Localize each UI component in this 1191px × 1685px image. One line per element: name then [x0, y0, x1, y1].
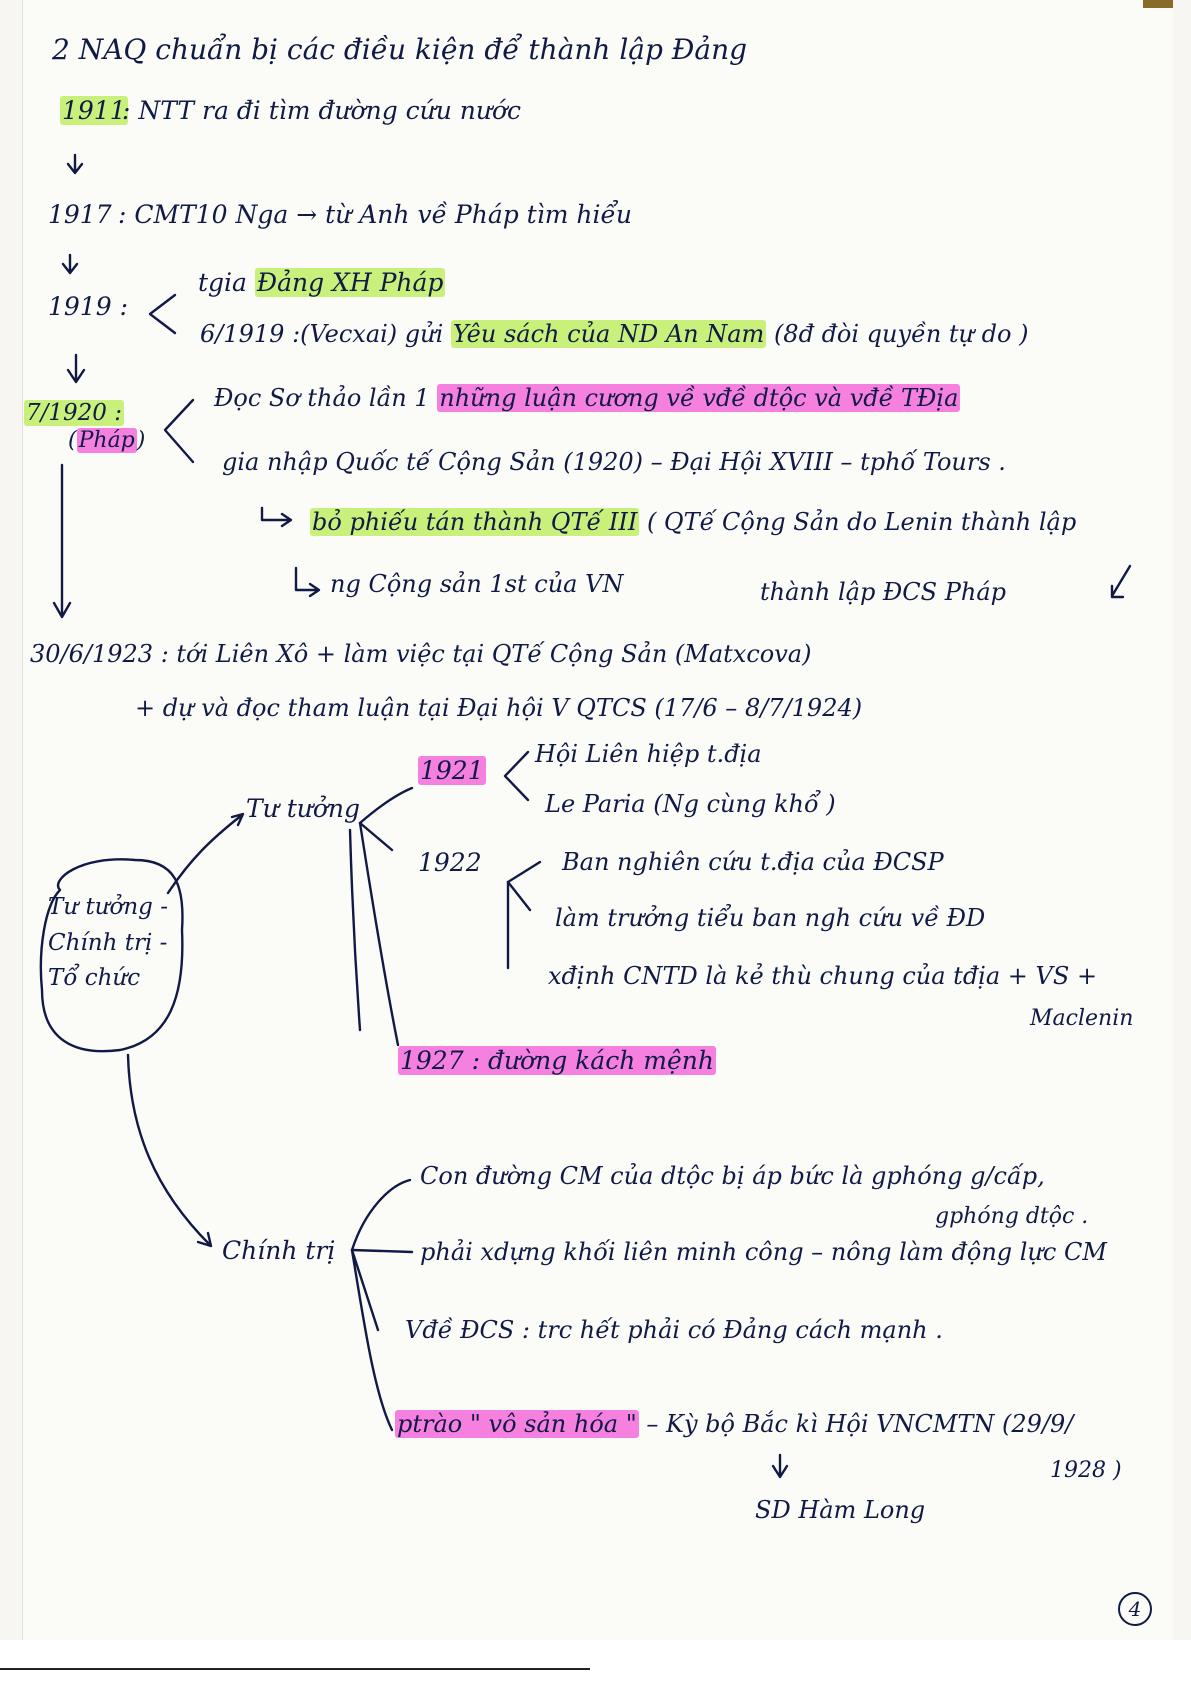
curved-arrow-dcs [1112, 566, 1130, 597]
year-1921 [418, 758, 486, 783]
ct-branch-b [352, 1250, 412, 1252]
event-1919-b-pre: 6/1919 :(Vecxai) gửi [200, 320, 451, 348]
event-1919-a-highlight: Đảng XH Pháp [256, 268, 444, 297]
event-1920-a-highlight: những luận cương về vđề dtộc và vđề TĐịa [439, 384, 959, 412]
year-1920-place: (Pháp) [68, 428, 146, 453]
event-1922-b: làm trưởng tiểu ban ngh cứu về ĐD [555, 904, 986, 932]
event-1920-a [214, 386, 960, 410]
event-1927-highlight: 1927 : đường kách mệnh [400, 1046, 714, 1075]
bracket-1922 [508, 862, 540, 968]
link-center-chinhtri [128, 1055, 211, 1246]
event-1920-c-post: ( QTế Cộng Sản do Lenin thành lập [639, 508, 1077, 536]
ct-branch-d [352, 1250, 392, 1430]
event-1924: + dự và đọc tham luận tại Đại hội V QTCS (17/6 – 8/7/1924) [135, 694, 863, 722]
politics-d-post: – Kỳ bộ Bắc kì Hội VNCMTN (29/9/ [638, 1410, 1074, 1438]
event-1921-a: Hội Liên hiệp t.địa [535, 740, 762, 768]
link-center-tutuong [168, 814, 243, 893]
politics-b: phải xdựng khối liên minh công – nông làm động lực CM [420, 1238, 1107, 1266]
politics-e: SD Hàm Long [755, 1496, 926, 1524]
event-1919-b-post: (8đ đòi quyền tự do ) [766, 320, 1029, 348]
arrow-1919-1920 [68, 355, 84, 382]
politics-a: Con đường CM của dtộc bị áp bức là gphóng g/cấp, [420, 1162, 1045, 1190]
event-1923: 30/6/1923 : tới Liên Xô + làm việc tại QTế Cộng Sản (Matxcova) [30, 640, 812, 668]
year-1922: 1922 [418, 848, 482, 877]
event-1922-c: xđịnh CNTD là kẻ thù chung của tđịa + VS + [548, 962, 1098, 990]
bracket-1920 [165, 400, 193, 462]
event-1921-b: Le Paria (Ng cùng khổ ) [545, 790, 836, 818]
event-1920-b: gia nhập Quốc tế Cộng Sản (1920) – Đại Hội XVIII – tphố Tours . [222, 448, 1006, 476]
event-1920-c [310, 510, 1076, 534]
year-1921-label: 1921 [420, 756, 484, 785]
event-1927 [398, 1048, 716, 1073]
event-1919-b-highlight: Yêu sách của ND An Nam [452, 320, 765, 348]
event-1920-c-highlight: bỏ phiếu tán thành QTế III [312, 508, 638, 536]
year-1920-label: 7/1920 : [26, 400, 122, 426]
hook-arrow-2 [296, 568, 319, 596]
event-1911: : NTT ra đi tìm đường cứu nước [122, 96, 522, 125]
bracket-1919 [150, 295, 175, 333]
politics-d [395, 1412, 1073, 1436]
ct-branch-c [352, 1250, 378, 1330]
event-1919-b [200, 322, 1028, 346]
node-tu-tuong: Tư tưởng [246, 794, 361, 823]
year-1917: 1917 [48, 200, 112, 229]
node-chinh-tri: Chính trị [222, 1236, 336, 1265]
event-1922-d: Maclenin [1030, 1006, 1134, 1031]
politics-d-highlight: ptrào " vô sản hóa " [397, 1410, 637, 1438]
branch-parallel [350, 830, 360, 1030]
arrow-1911-1917 [68, 155, 82, 173]
event-1917: : CMT10 Nga → từ Anh về Pháp tìm hiểu [118, 200, 632, 229]
politics-a2: gphóng dtộc . [935, 1204, 1089, 1229]
ct-branch-a [352, 1180, 410, 1250]
page-number: 4 [1118, 1592, 1152, 1626]
arrow-1920-1923 [54, 465, 70, 617]
year-1920 [24, 402, 124, 425]
event-1920-a-pre: Đọc Sơ thảo lần 1 [214, 384, 438, 412]
year-1911 [60, 98, 128, 123]
event-1920-e: thành lập ĐCS Pháp [760, 578, 1007, 606]
politics-c: Vđề ĐCS : trc hết phải có Đảng cách mạnh . [405, 1316, 943, 1344]
year-1920-place-label: Pháp [78, 428, 135, 453]
event-1919-a [198, 270, 445, 295]
arrow-1917-1919 [63, 255, 77, 273]
politics-d2: 1928 ) [1050, 1458, 1122, 1483]
hook-arrow-1 [262, 508, 291, 526]
year-1919: 1919 : [48, 292, 128, 321]
event-1920-d: ng Cộng sản 1st của VN [330, 570, 624, 598]
event-1922-a: Ban nghiên cứu t.địa của ĐCSP [562, 848, 944, 876]
branch-1927 [360, 823, 398, 1045]
bracket-1921 [505, 752, 528, 800]
bracket-1922-mid [508, 882, 530, 910]
mindmap-center-label: Tư tưởng - Chính trị - Tổ chức [48, 894, 168, 992]
arrow-sd-hamlong [773, 1455, 787, 1477]
branch-1921 [360, 788, 412, 823]
year-1911-label: 1911 [62, 96, 126, 125]
event-1919-a-pre: tgia [198, 268, 255, 297]
page-title: 2 NAQ chuẩn bị các điều kiện để thành lập Đảng [52, 33, 748, 66]
